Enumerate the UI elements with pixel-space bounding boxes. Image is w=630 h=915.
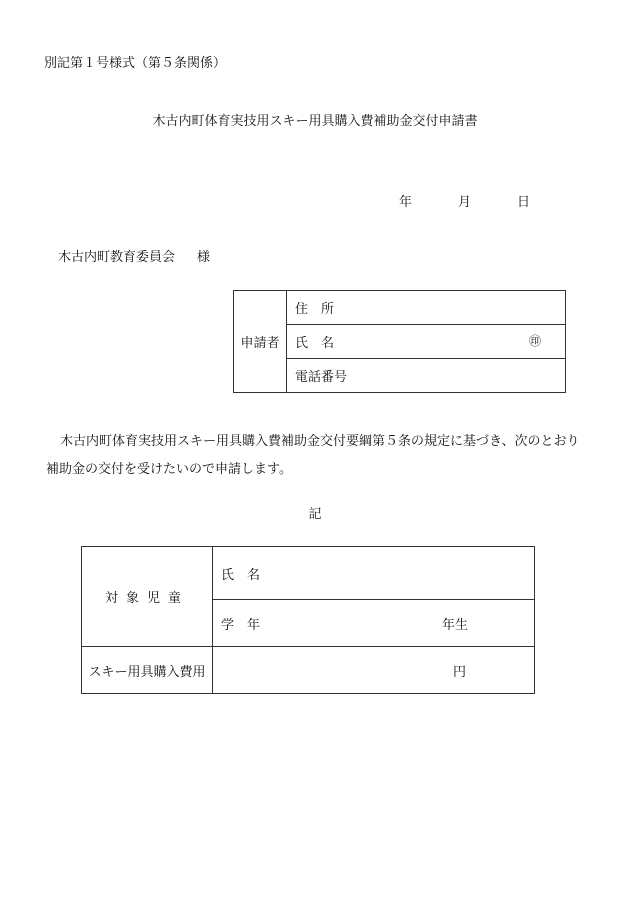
applicant-name-row[interactable]: [287, 325, 566, 359]
date-day-label: 日: [516, 195, 530, 210]
applicant-address-row[interactable]: [287, 291, 566, 325]
applicant-heading: 申請者: [234, 291, 287, 393]
yen-suffix: 円: [452, 664, 466, 680]
date-line: [399, 191, 530, 210]
date-month-label: 月: [457, 195, 471, 210]
ski-cost-label: スキー用具購入費用: [82, 647, 213, 694]
form-number: 別記第１号様式（第５条関係）: [44, 56, 227, 71]
date-year-label: 年: [398, 195, 412, 210]
child-grade-row[interactable]: [213, 600, 535, 647]
name-label: 氏 名: [295, 336, 335, 351]
grade-suffix: 年生: [441, 617, 468, 633]
addressee: [58, 246, 210, 265]
addressee-honorific: 様: [197, 250, 211, 265]
body-text: 木古内町体育実技用スキー用具購入費補助金交付要綱第５条の規定に基づき、次のとおり補助金の交付を受けたいので申請します。: [46, 434, 580, 477]
address-label: 住 所: [295, 302, 335, 317]
child-name-row[interactable]: [213, 547, 535, 600]
applicant-table: [233, 290, 566, 393]
child-name-label: 氏 名: [221, 567, 261, 583]
target-child-label: 対象児童: [82, 547, 213, 647]
applicant-phone-row[interactable]: [287, 359, 566, 393]
addressee-name: 木古内町教育委員会: [58, 250, 176, 265]
phone-label: 電話番号: [295, 370, 348, 385]
seal-mark: ㊞: [528, 334, 541, 348]
ski-cost-row[interactable]: [213, 647, 535, 694]
ki-heading: 記: [308, 507, 322, 522]
detail-table: [81, 546, 535, 694]
child-grade-label: 学 年: [221, 617, 261, 633]
document-title: 木古内町体育実技用スキー用具購入費補助金交付申請書: [152, 114, 478, 129]
